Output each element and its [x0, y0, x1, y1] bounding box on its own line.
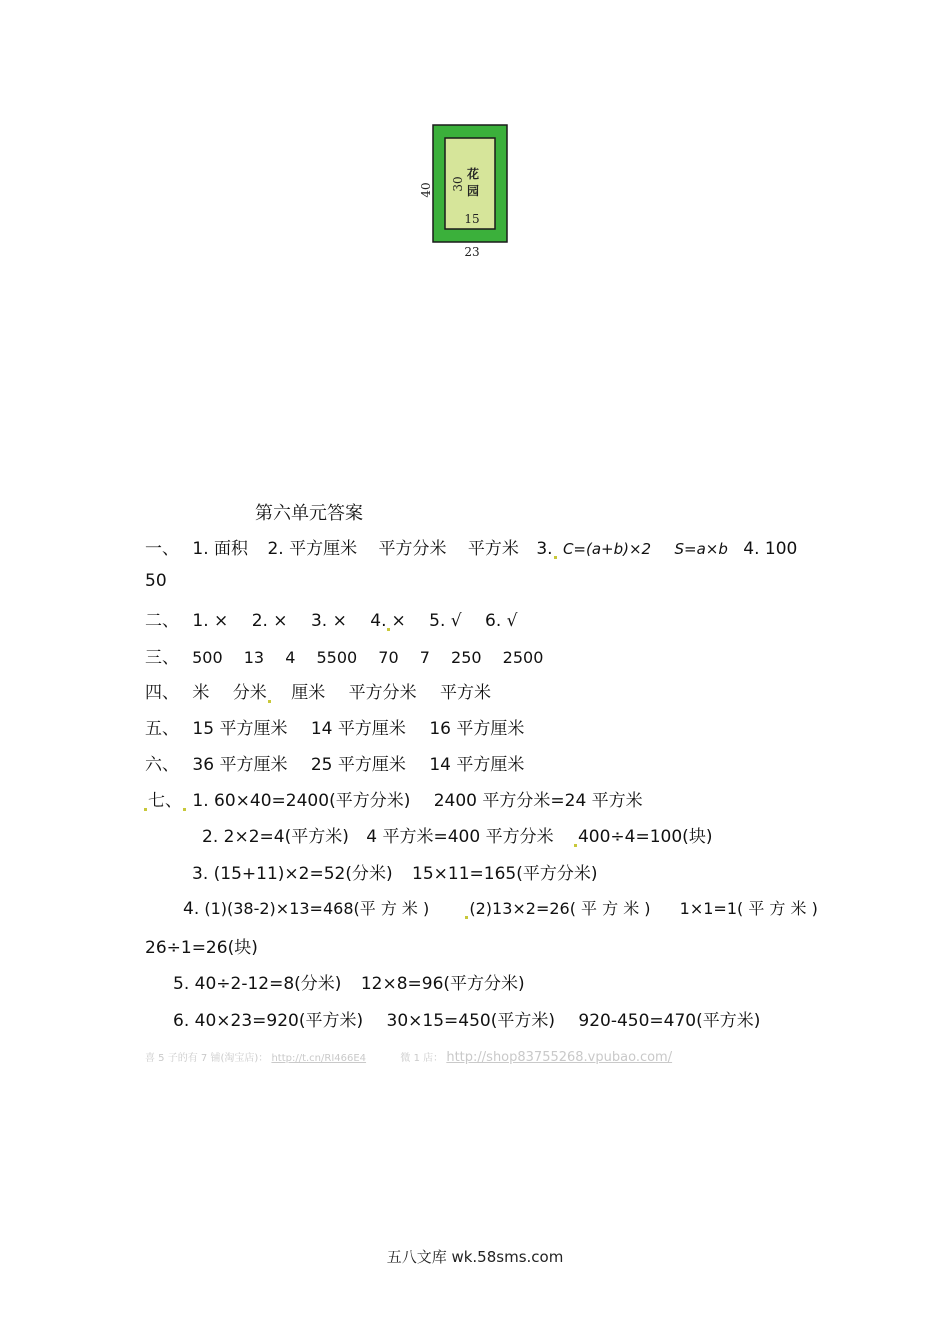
- q2-step-2: 4 平方米=400 平方分米: [366, 827, 554, 847]
- section-4-head: 四、: [145, 683, 179, 703]
- section-7-q6: [173, 1006, 760, 1031]
- q4-answer-1: 100: [764, 539, 798, 559]
- q2-step-1: 2×2=4(平方米): [223, 827, 349, 847]
- value: 70: [378, 648, 399, 667]
- value: 14 平方厘米: [429, 755, 525, 775]
- mark: [144, 808, 147, 811]
- ad-link-2[interactable]: http://shop83755268.vpubao.com/: [446, 1050, 673, 1065]
- tf-item: 1. ×: [192, 611, 229, 631]
- value: 16 平方厘米: [429, 719, 525, 739]
- q1-number: 1.: [192, 791, 209, 811]
- section-7-q1: [143, 786, 643, 811]
- value: 2500: [502, 648, 544, 667]
- inner-height-label: 30: [451, 176, 465, 192]
- value: 15 平方厘米: [192, 719, 288, 739]
- section-7-q2: [202, 822, 712, 847]
- q1-step-2: 2400 平方分米=24 平方米: [433, 791, 643, 811]
- value: 13: [243, 648, 265, 667]
- q6-step-3: 920-450=470(平方米): [578, 1011, 761, 1031]
- site-footer: 五八文库 wk.58sms.com: [386, 1248, 564, 1266]
- q3-step-2: 15×11=165(平方分米): [412, 864, 598, 884]
- mark: [554, 556, 557, 559]
- section-2-head: 二、: [145, 611, 179, 631]
- garden-label-2: 园: [466, 184, 480, 198]
- section-1-head: 一、: [145, 539, 179, 559]
- formula-area: S=a×b: [674, 540, 728, 558]
- q1-answer: 面积: [214, 539, 249, 559]
- q6-step-2: 30×15=450(平方米): [386, 1011, 555, 1031]
- q4-number: 4.: [743, 539, 760, 559]
- value: 25 平方厘米: [310, 755, 406, 775]
- tf-item: ×: [391, 611, 406, 631]
- value: 分米: [232, 683, 267, 703]
- section-7-q5: [173, 969, 525, 994]
- section-3-head: 三、: [145, 648, 179, 668]
- section-4-line: [145, 678, 491, 703]
- outer-height-label: 40: [419, 182, 433, 198]
- tf-item: 6. √: [485, 611, 518, 631]
- q2-answer-1: 平方厘米: [289, 539, 358, 559]
- q6-step-1: 40×23=920(平方米): [194, 1011, 364, 1031]
- q5-step-1: 40÷2-12=8(分米): [194, 974, 342, 994]
- q3-number: 3.: [536, 539, 553, 559]
- section-7-q4-continued: 26÷1=26(块): [145, 938, 258, 958]
- inner-width-label: 15: [464, 212, 480, 226]
- q4-part-1: (1)(38-2)×13=468(平 方 米 ): [204, 899, 430, 918]
- tf-item: 3. ×: [310, 611, 347, 631]
- q5-step-2: 12×8=96(平方分米): [360, 974, 525, 994]
- mark: [183, 808, 186, 811]
- ad-link-1[interactable]: http://t.cn/RI466E4: [271, 1053, 367, 1064]
- q2-answer-2: 平方分米: [378, 539, 447, 559]
- q3-number: 3.: [192, 864, 209, 884]
- q3-step-1: (15+11)×2=52(分米): [213, 864, 393, 884]
- formula-perimeter: C=(a+b)×2: [562, 540, 652, 558]
- section-6-line: [145, 750, 524, 775]
- q2-step-3: 400÷4=100(块): [577, 827, 713, 847]
- q1-number: 1.: [192, 539, 209, 559]
- footer-ad-line: [145, 1049, 672, 1065]
- mark: [574, 844, 577, 847]
- value: 4: [285, 648, 296, 667]
- q2-answer-3: 平方米: [467, 539, 519, 559]
- value: 米: [192, 683, 210, 703]
- section-5-head: 五、: [145, 719, 179, 739]
- tf-item: 4.: [370, 611, 387, 631]
- value: 36 平方厘米: [192, 755, 288, 775]
- value: 14 平方厘米: [310, 719, 406, 739]
- ad-text-2: 微 1 店：: [400, 1053, 444, 1064]
- value: 厘米: [291, 683, 326, 703]
- tf-item: 5. √: [429, 611, 462, 631]
- value: 平方分米: [348, 683, 417, 703]
- outer-width-label: 23: [464, 245, 480, 259]
- section-1-continued: 50: [145, 571, 167, 591]
- q6-number: 6.: [173, 1011, 190, 1031]
- value: 250: [451, 648, 482, 667]
- section-7-q4: [183, 896, 818, 919]
- garden-diagram: [410, 118, 530, 268]
- value: 平方米: [440, 683, 492, 703]
- value: 5500: [316, 648, 358, 667]
- q2-number: 2.: [267, 539, 284, 559]
- answers-title: 第六单元答案: [255, 503, 363, 524]
- value: 500: [192, 648, 223, 667]
- section-7-q3: [192, 859, 598, 884]
- q4-part-3: 1×1=1( 平 方 米 ): [679, 899, 818, 918]
- section-3-line: [145, 643, 543, 668]
- section-6-head: 六、: [145, 755, 179, 775]
- mark: [268, 700, 271, 703]
- section-2-line: [145, 606, 517, 631]
- tf-item: 2. ×: [251, 611, 288, 631]
- q2-number: 2.: [202, 827, 219, 847]
- ad-text-1: 喜 5 子的有 7 铺(淘宝店)：: [145, 1053, 269, 1064]
- garden-label-1: 花: [466, 167, 480, 181]
- section-5-line: [145, 714, 524, 739]
- mark: [465, 916, 468, 919]
- value: 7: [419, 648, 430, 667]
- q4-part-2: (2)13×2=26( 平 方 米 ): [469, 899, 651, 918]
- q1-step-1: 60×40=2400(平方分米): [214, 791, 411, 811]
- q5-number: 5.: [173, 974, 190, 994]
- section-7-head: 七、: [148, 791, 182, 811]
- section-1-line: [145, 534, 797, 559]
- q4-number: 4.: [183, 899, 200, 919]
